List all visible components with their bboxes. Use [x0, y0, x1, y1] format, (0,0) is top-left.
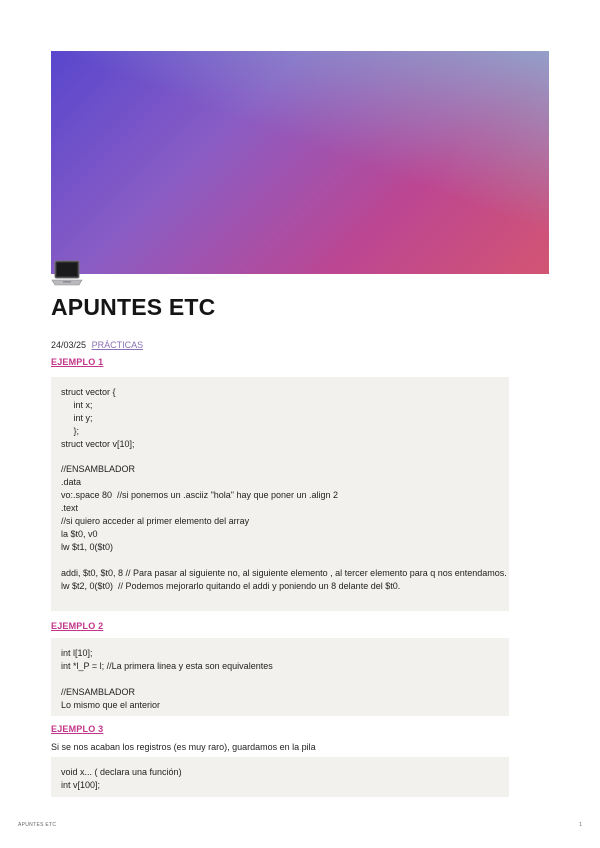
- code-line: [61, 554, 509, 567]
- code-line: //si quiero acceder al primer elemento del array: [61, 516, 250, 527]
- code-line: lw $t2, 0($t0) // Podemos mejorarlo quitando el addi y poniendo un 8 delante del $t0.: [61, 580, 401, 591]
- code-line: struct vector v[10];: [61, 438, 135, 449]
- code-line: vo:.space 80 //si ponemos un .asciiz "hola" hay que poner un .align 2: [61, 490, 339, 501]
- code-line: //ENSAMBLADOR: [61, 464, 136, 475]
- code-line: int y;: [61, 412, 93, 423]
- code-line: .text: [61, 503, 79, 514]
- code-block: [51, 377, 509, 611]
- section-heading[interactable]: EJEMPLO 1: [51, 357, 104, 367]
- code-line: struct vector {: [61, 387, 116, 397]
- code-line: };: [61, 425, 80, 436]
- code-line: lw $t1, 0($t0): [61, 541, 114, 552]
- cover-image: [51, 51, 549, 274]
- code-line: la $t0, v0: [61, 528, 98, 539]
- section-heading[interactable]: EJEMPLO 2: [51, 621, 104, 631]
- code-line: addi, $t0, $t0, 8 // Para pasar al siguiente no, al siguiente elemento , al tercer elemento para q nos entendamos.: [61, 567, 507, 578]
- code-line: int *l_P = l; //La primera linea y esta son equivalentes: [61, 660, 273, 671]
- code-line: int l[10];: [61, 648, 93, 658]
- code-line: [61, 673, 509, 686]
- tag-link[interactable]: PRÁCTICAS: [91, 340, 144, 350]
- footer-page-number: 1: [579, 822, 582, 828]
- page-date: 24/03/25: [51, 340, 87, 350]
- footer-title: APUNTES ETC: [18, 822, 57, 828]
- page-title: APUNTES ETC: [51, 294, 216, 320]
- code-line: //ENSAMBLADOR: [61, 686, 136, 697]
- section-paragraph: Si se nos acaban los registros (es muy raro), guardamos en la pila: [51, 742, 316, 752]
- code-line: [61, 451, 509, 464]
- code-line: int v[100];: [61, 779, 101, 790]
- page-meta: [51, 340, 143, 350]
- code-block: [51, 757, 509, 797]
- laptop-icon: [51, 259, 83, 289]
- code-line: void x... ( declara una función): [61, 767, 182, 777]
- code-line: Lo mismo que el anterior: [61, 699, 161, 710]
- code-line: int x;: [61, 399, 93, 410]
- code-block: [51, 638, 509, 716]
- code-line: .data: [61, 477, 82, 488]
- section-heading[interactable]: EJEMPLO 3: [51, 724, 104, 734]
